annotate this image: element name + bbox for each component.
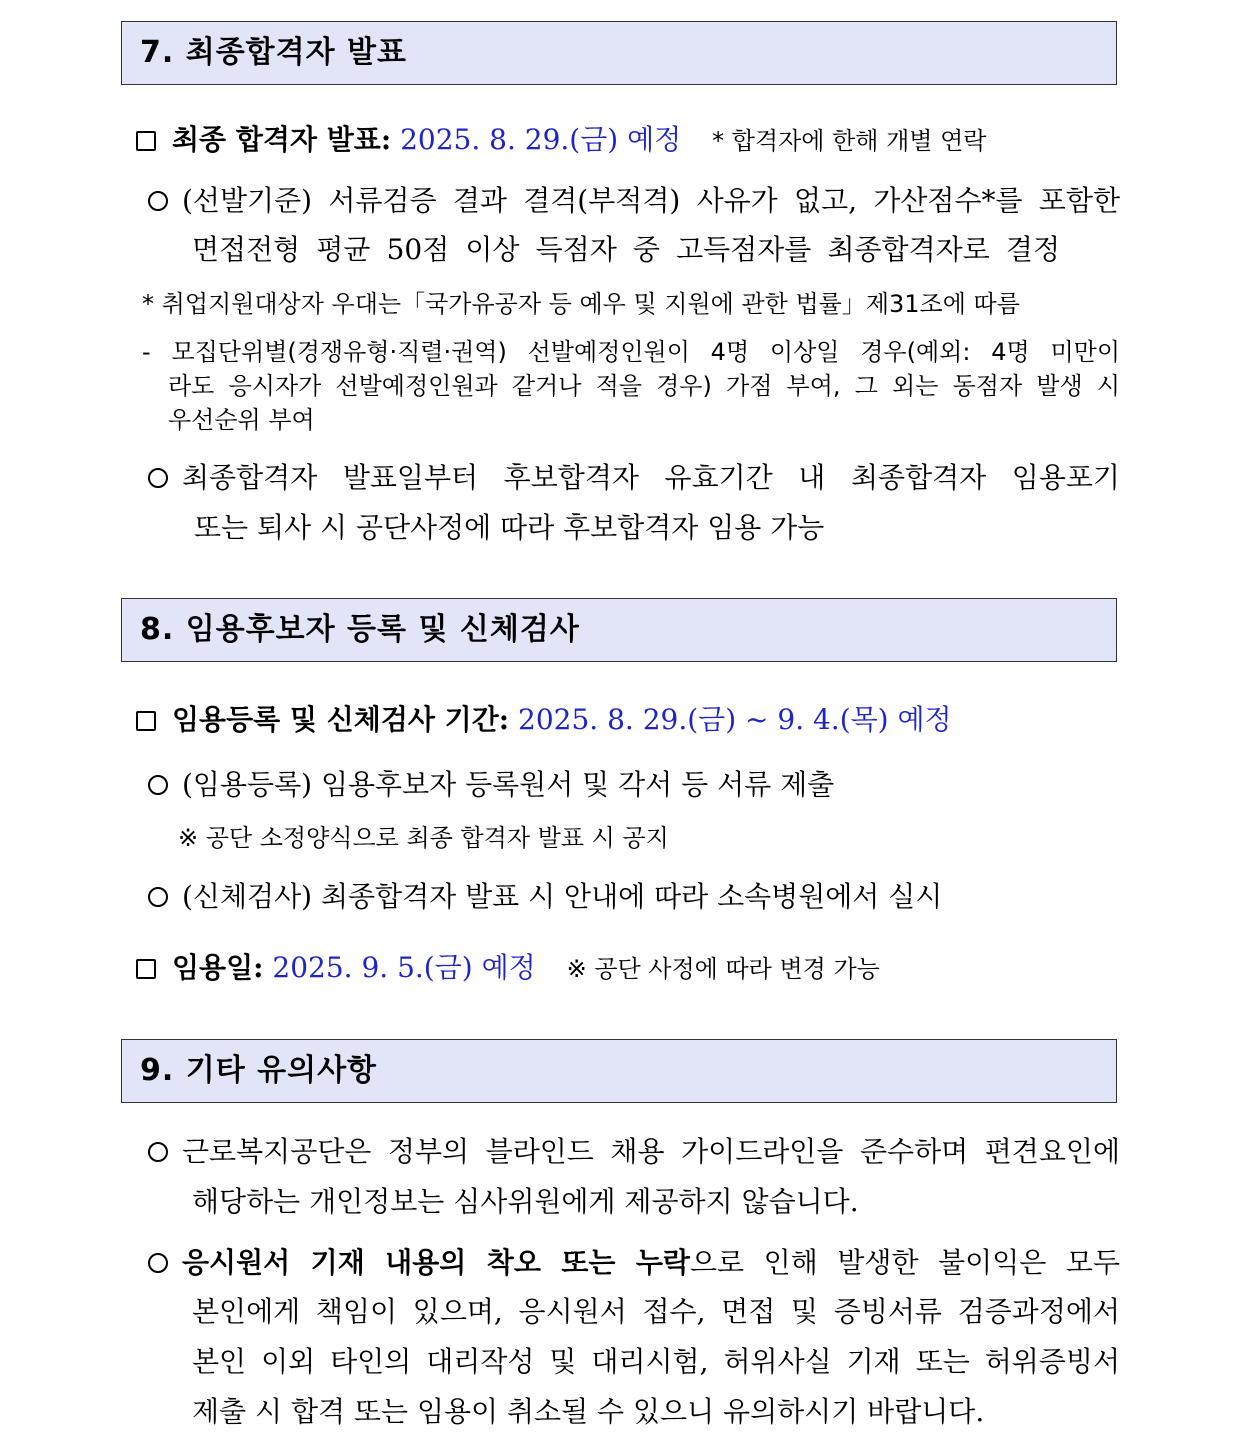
section-8-header xyxy=(121,598,1117,662)
appoint-note: ※ 공단 사정에 따라 변경 가능 xyxy=(566,955,880,983)
appoint-line xyxy=(136,950,880,987)
bullet-circle-icon xyxy=(148,1142,168,1162)
bullet-circle-icon xyxy=(148,1253,168,1273)
item2-rest-text: 으로 인해 발생한 불이익은 모두 xyxy=(689,1246,1120,1279)
appoint-label: 임용일: xyxy=(172,951,264,984)
item2-bold-text: 응시원서 기재 내용의 착오 또는 누락 xyxy=(182,1246,690,1279)
bullet-circle-icon xyxy=(148,191,168,211)
bullet-circle-icon xyxy=(148,887,168,907)
item1-line-1 xyxy=(148,1134,1120,1170)
item1-text-2: 해당하는 개인정보는 심사위원에게 제공하지 않습니다. xyxy=(192,1185,859,1218)
physical-line xyxy=(148,879,942,915)
bullet-circle-icon xyxy=(148,468,168,488)
item2-text-3: 본인 이외 타인의 대리작성 및 대리시험, 허위사실 기재 또는 허위증빙서 xyxy=(192,1345,1120,1378)
period-label: 임용등록 및 신체검사 기간: xyxy=(172,703,510,736)
item2-text-4: 제출 시 합격 또는 임용이 취소될 수 있으니 유의하시기 바랍니다. xyxy=(192,1395,985,1428)
reserve-line-1 xyxy=(148,460,1120,496)
criteria-text-1: (선발기준) 서류검증 결과 결격(부적격) 사유가 없고, 가산점수*를 포함한 xyxy=(182,184,1120,217)
item2-text-2: 본인에게 책임이 있으며, 응시원서 접수, 면접 및 증빙서류 검증과정에서 xyxy=(192,1295,1120,1328)
note-veteran: * 취업지원대상자 우대는「국가유공자 등 예우 및 지원에 관한 법률」제31조에 따름 xyxy=(142,290,1020,318)
period-line xyxy=(136,702,952,738)
register-line xyxy=(148,767,834,803)
reserve-text-2: 또는 퇴사 시 공단사정에 따라 후보합격자 임용 가능 xyxy=(194,511,825,544)
announce-label: 최종 합격자 발표: xyxy=(172,123,392,156)
section-8-title: 8. 임용후보자 등록 및 신체검사 xyxy=(140,612,580,647)
section-9-title: 9. 기타 유의사항 xyxy=(140,1053,378,1088)
section-9-header xyxy=(121,1039,1117,1103)
period-date: 2025. 8. 29.(금) ~ 9. 4.(목) 예정 xyxy=(518,703,952,736)
bullet-circle-icon xyxy=(148,775,168,795)
reserve-text-1: 최종합격자 발표일부터 후보합격자 유효기간 내 최종합격자 임용포기 xyxy=(182,461,1120,494)
register-note: ※ 공단 소정양식으로 최종 합격자 발표 시 공지 xyxy=(178,824,669,852)
note-dash-1: - 모집단위별(경쟁유형·직렬·권역) 선발예정인원이 4명 이상일 경우(예외: 4명 미만이 xyxy=(142,338,1120,366)
checkbox-square-icon xyxy=(136,959,156,979)
item1-text-1: 근로복지공단은 정부의 블라인드 채용 가이드라인을 준수하며 편견요인에 xyxy=(182,1135,1120,1168)
note-dash-3: 우선순위 부여 xyxy=(168,406,315,434)
appoint-date: 2025. 9. 5.(금) 예정 xyxy=(272,951,536,984)
criteria-text-2: 면접전형 평균 50점 이상 득점자 중 고득점자를 최종합격자로 결정 xyxy=(192,233,1060,266)
note-dash-2: 라도 응시자가 선발예정인원과 같거나 적을 경우) 가점 부여, 그 외는 동점자 발생 시 xyxy=(168,372,1120,400)
checkbox-square-icon xyxy=(136,711,156,731)
announce-note: * 합격자에 한해 개별 연락 xyxy=(712,127,987,155)
section-7-title: 7. 최종합격자 발표 xyxy=(140,35,408,70)
item2-line-1 xyxy=(148,1245,1120,1281)
item2-text-1 xyxy=(182,1245,1120,1281)
announce-line xyxy=(136,122,986,159)
register-text: (임용등록) 임용후보자 등록원서 및 각서 등 서류 제출 xyxy=(182,768,835,801)
checkbox-square-icon xyxy=(136,131,156,151)
section-7-header xyxy=(121,21,1117,85)
announce-date: 2025. 8. 29.(금) 예정 xyxy=(400,123,682,156)
physical-text: (신체검사) 최종합격자 발표 시 안내에 따라 소속병원에서 실시 xyxy=(182,880,943,913)
criteria-line-1 xyxy=(148,183,1120,219)
